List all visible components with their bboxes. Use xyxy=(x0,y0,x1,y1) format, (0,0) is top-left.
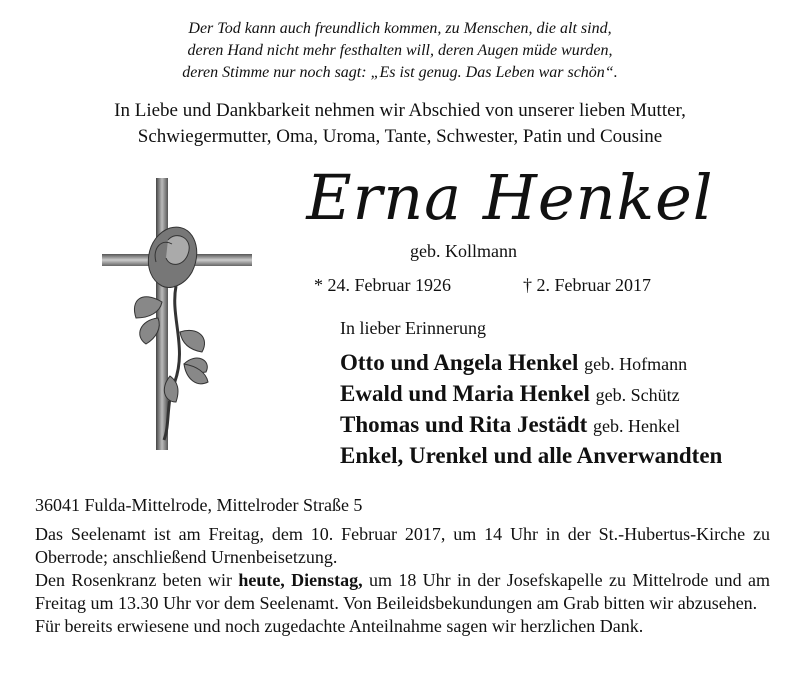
mourner-entry xyxy=(340,348,722,379)
rosary-text-end: um 18 Uhr in der Josefskapelle zu Mittelrode und am Freitag um 13.30 Uhr vor dem Seelenamt. Von Beileidsbekundungen am Grab bitten wir abzusehen. xyxy=(35,570,770,613)
poem xyxy=(0,18,800,84)
intro-line: Schwiegermutter, Oma, Uroma, Tante, Schwester, Patin und Cousine xyxy=(137,126,663,147)
rosary-text xyxy=(35,569,770,615)
mourner-nee: geb. Henkel xyxy=(593,416,681,436)
mourner-nee: geb. Schütz xyxy=(595,385,680,405)
death-date: † 2. Februar 2017 xyxy=(523,275,651,295)
thanks-text: Für bereits erwiesene und noch zugedachte Anteilnahme sagen wir herzlichen Dank. xyxy=(35,616,644,636)
rosary-text-start: Den Rosenkranz beten wir xyxy=(35,570,239,590)
intro-text xyxy=(0,98,800,150)
deceased-name: Erna Henkel xyxy=(306,161,714,234)
poem-line: Der Tod kann auch freundlich kommen, zu Menschen, die alt sind, xyxy=(188,20,612,37)
mourner-entry xyxy=(340,410,722,441)
mourner-names: Ewald und Maria Henkel xyxy=(340,381,590,406)
mourner-nee: geb. Hofmann xyxy=(584,354,688,374)
address: 36041 Fulda-Mittelrode, Mittelroder Straße 5 xyxy=(35,495,363,515)
service-details xyxy=(35,523,770,638)
intro-line: In Liebe und Dankbarkeit nehmen wir Abschied von unserer lieben Mutter, xyxy=(114,100,686,121)
mourner-entry xyxy=(340,441,722,470)
poem-line: deren Stimme nur noch sagt: „Es ist genug. Das Leben war schön“. xyxy=(182,64,618,81)
rosary-day: heute, Dienstag, xyxy=(238,570,363,590)
poem-line: deren Hand nicht mehr festhalten will, deren Augen müde wurden, xyxy=(187,42,613,59)
birth-date: * 24. Februar 1926 xyxy=(314,275,451,295)
cross-with-rose-icon xyxy=(100,178,300,458)
funeral-mass-text: Das Seelenamt ist am Freitag, dem 10. Februar 2017, um 14 Uhr in der St.-Hubertus-Kirche zu Oberrode; anschließend Urnenbeisetzung. xyxy=(35,524,770,567)
mourner-entry xyxy=(340,379,722,410)
memory-label: In lieber Erinnerung xyxy=(340,318,486,338)
mourner-names: Enkel, Urenkel und alle Anverwandten xyxy=(340,443,723,468)
mourners-list xyxy=(340,348,722,470)
maiden-name: geb. Kollmann xyxy=(410,241,517,261)
mourner-names: Thomas und Rita Jestädt xyxy=(340,412,588,437)
mourner-names: Otto und Angela Henkel xyxy=(340,350,579,375)
